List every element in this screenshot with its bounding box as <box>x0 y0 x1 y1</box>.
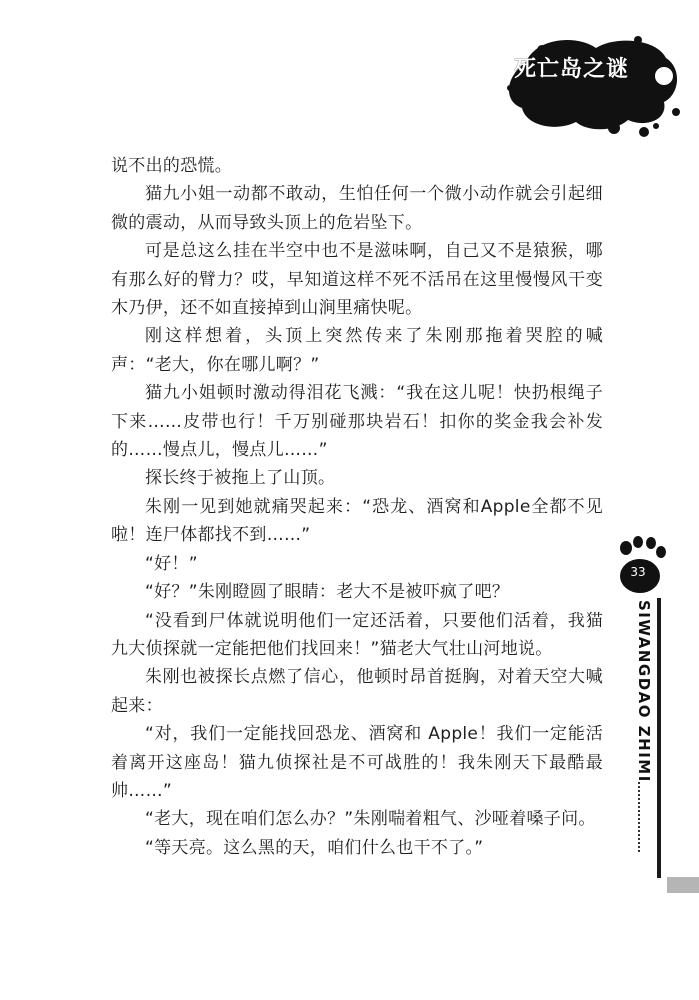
paragraph: 朱刚也被探长点燃了信心，他顿时昂首挺胸，对着天空大喊起来： <box>111 667 603 716</box>
margin-rule <box>657 598 661 878</box>
paragraph: 朱刚一见到她就痛哭起来：“恐龙、酒窝和Apple全都不见啦！连尸体都找不到……” <box>111 496 603 546</box>
page-number: 33 <box>630 565 646 579</box>
thumb-tab <box>667 877 699 893</box>
paragraph: “好？”朱刚瞪圆了眼睛：老大不是被吓疯了吧？ <box>145 582 510 603</box>
logo-title: 死亡岛之谜 <box>514 57 630 82</box>
ink-splash-logo-icon <box>496 28 686 140</box>
dotted-divider <box>638 782 644 852</box>
body-text <box>111 152 603 862</box>
paragraph: 猫九小姐一动都不敢动，生怕任何一个微小动作就会引起细微的震动，从而导致头顶上的危岩坠下。 <box>111 184 603 233</box>
paragraph: 探长终于被拖上了山顶。 <box>145 468 336 489</box>
paragraph: “等天亮。这么黑的天，咱们什么也干不了。” <box>145 837 484 858</box>
paragraph: 说不出的恐慌。 <box>111 156 233 176</box>
paragraph: 刚这样想着，头顶上突然传来了朱刚那拖着哭腔的喊声：“老大，你在哪儿啊？” <box>111 326 603 375</box>
paragraph: 猫九小姐顿时激动得泪花飞溅：“我在这儿呢！快扔根绳子下来……皮带也行！千万别碰那块岩石！扣你的奖金我会补发的……慢点儿，慢点儿……” <box>111 383 603 461</box>
paragraph: 可是总这么挂在半空中也不是滋味啊，自己又不是猿猴，哪有那么好的臂力？哎，早知道这样不死不活吊在这里慢慢风干变木乃伊，还不如直接掉到山涧里痛快呢。 <box>111 241 603 319</box>
paragraph: “好！” <box>145 553 198 574</box>
paragraph: “对，我们一定能找回恐龙、酒窝和 Apple！我们一定能活着离开这座岛！猫九侦探社是不可战胜的！我朱刚天下最酷最帅……” <box>111 724 603 801</box>
paragraph: “没看到尸体就说明他们一定还活着，只要他们活着，我猫九大侦探就一定能把他们找回来！”猫老大气壮山河地说。 <box>111 610 603 659</box>
paragraph: “老大，现在咱们怎么办？”朱刚喘着粗气、沙哑着嗓子问。 <box>145 809 596 830</box>
running-title: SIWANGDAO ZHIMI <box>635 600 653 783</box>
